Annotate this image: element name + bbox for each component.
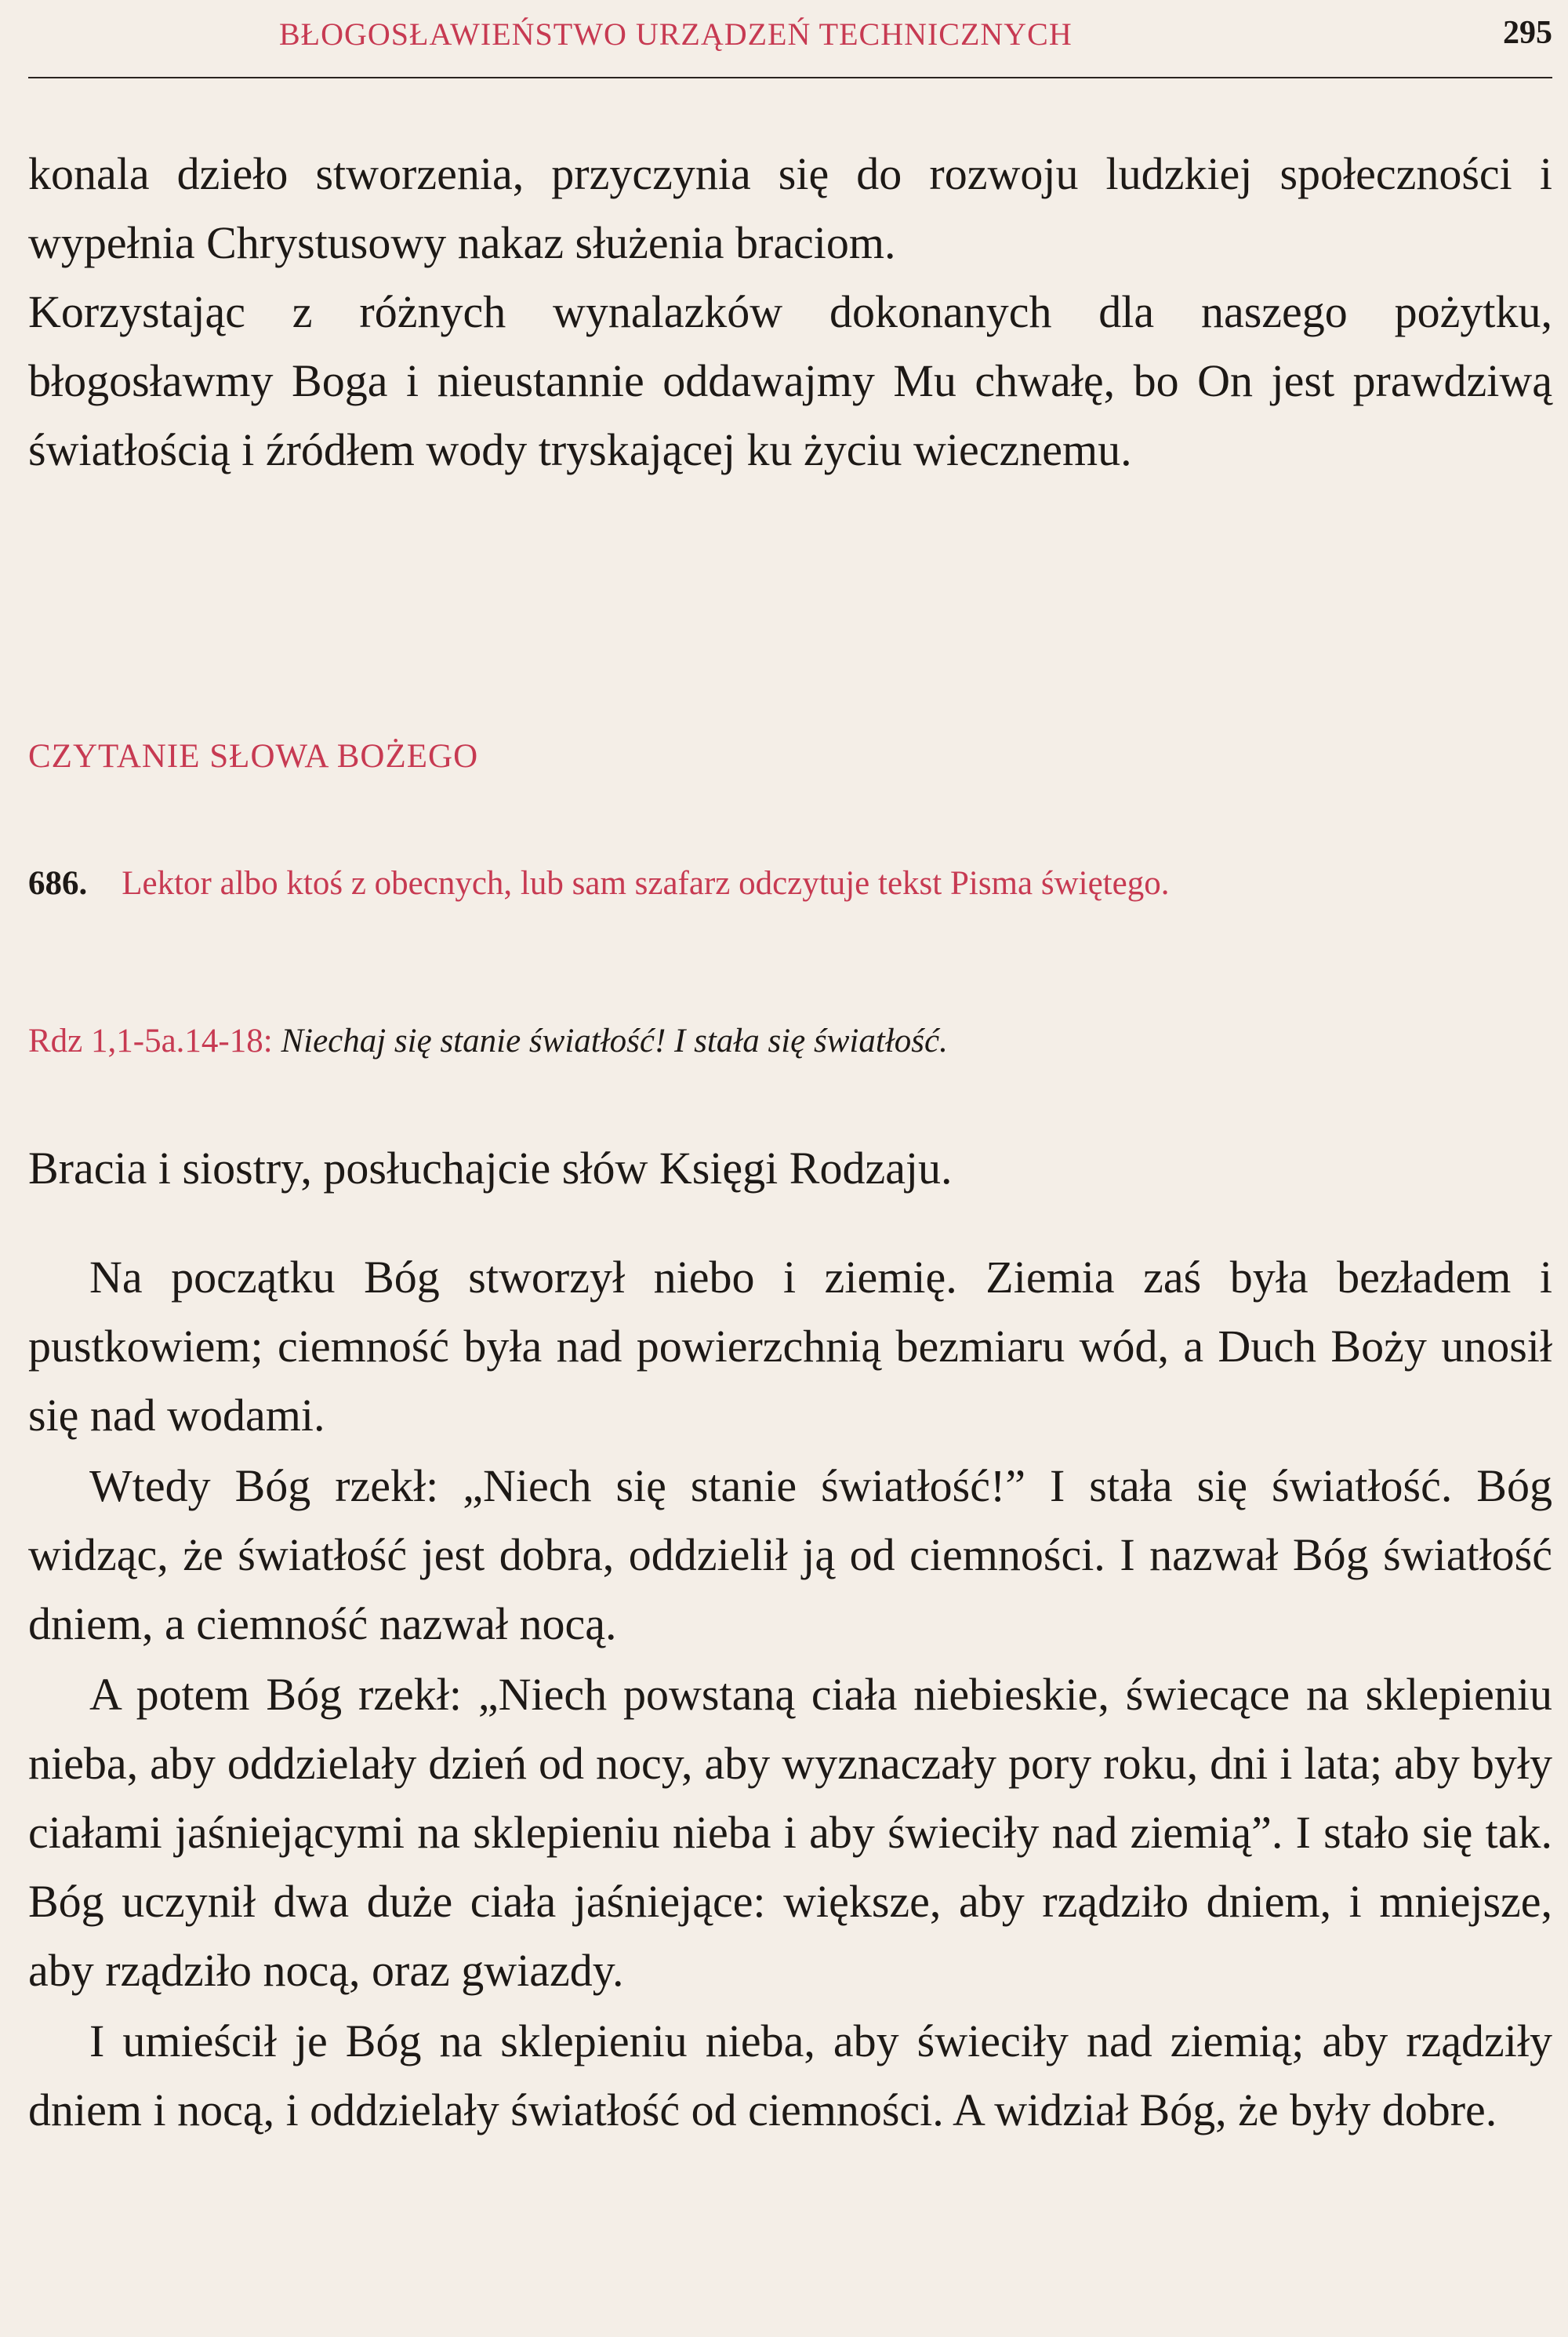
- running-header: [28, 11, 1552, 74]
- header-rule: [28, 77, 1552, 78]
- intro-paragraph-2: Korzystając z różnych wynalazków dokonanych dla naszego pożytku, błogosławmy Boga i nieustannie oddawajmy Mu chwałę, bo On jest prawdziwą światłością i źródłem wody tryskającej ku życiu wiecznemu.: [28, 286, 1552, 475]
- reading-paragraph-4: I umieścił je Bóg na sklepieniu nieba, aby świeciły nad ziemią; aby rządziły dniem i nocą, i oddzielały światłość od ciemności. A widział Bóg, że były dobre.: [28, 2015, 1552, 2135]
- intro-paragraph-1: konala dzieło stworzenia, przyczynia się do rozwoju ludzkiej społeczności i wypełnia Chrystusowy nakaz służenia braciom.: [28, 148, 1552, 268]
- reading-paragraph-2: Wtedy Bóg rzekł: „Niech się stanie światłość!” I stała się światłość. Bóg widząc, że światłość jest dobra, oddzielił ją od ciemności. I nazwał Bóg światłość dniem, a ciemność nazwał nocą.: [28, 1460, 1552, 1649]
- scripture-reference: Rdz 1,1-5a.14-18:: [28, 1023, 273, 1059]
- rubric-number: 686.: [28, 865, 88, 902]
- section-heading: CZYTANIE SŁOWA BOŻEGO: [28, 738, 479, 775]
- rubric-text: Lektor albo ktoś z obecnych, lub sam szafarz odczytuje tekst Pisma świętego.: [122, 865, 1170, 902]
- reading-title: Niechaj się stanie światłość! I stała się światłość.: [281, 1023, 948, 1059]
- page-number: 295: [1503, 15, 1552, 51]
- intro-text: [28, 140, 1552, 485]
- reading-paragraph-3: A potem Bóg rzekł: „Niech powstaną ciała niebieskie, świecące na sklepieniu nieba, aby oddzielały dzień od nocy, aby wyznaczały pory roku, dni i lata; aby były ciałami jaśniejącymi na sklepieniu nieba i aby świeciły nad ziemią”. I stało się tak. Bóg uczynił dwa duże ciała jaśniejące: większe, aby rządziło dniem, i mniejsze, aby rządziło nocą, oraz gwiazdy.: [28, 1669, 1552, 1996]
- reading-reference-line: [28, 1019, 948, 1063]
- rubric: [28, 863, 1552, 905]
- reading-invitation: Bracia i siostry, posłuchajcie słów Księgi Rodzaju.: [28, 1143, 953, 1194]
- reading-text: [28, 1243, 1552, 2146]
- reading-paragraph-1: Na początku Bóg stworzył niebo i ziemię. Ziemia zaś była bezładem i pustkowiem; ciemność była nad powierzchnią bezmiaru wód, a Duch Boży unosił się nad wodami.: [28, 1252, 1552, 1441]
- running-title: BŁOGOSŁAWIEŃSTWO URZĄDZEŃ TECHNICZNYCH: [279, 16, 1073, 52]
